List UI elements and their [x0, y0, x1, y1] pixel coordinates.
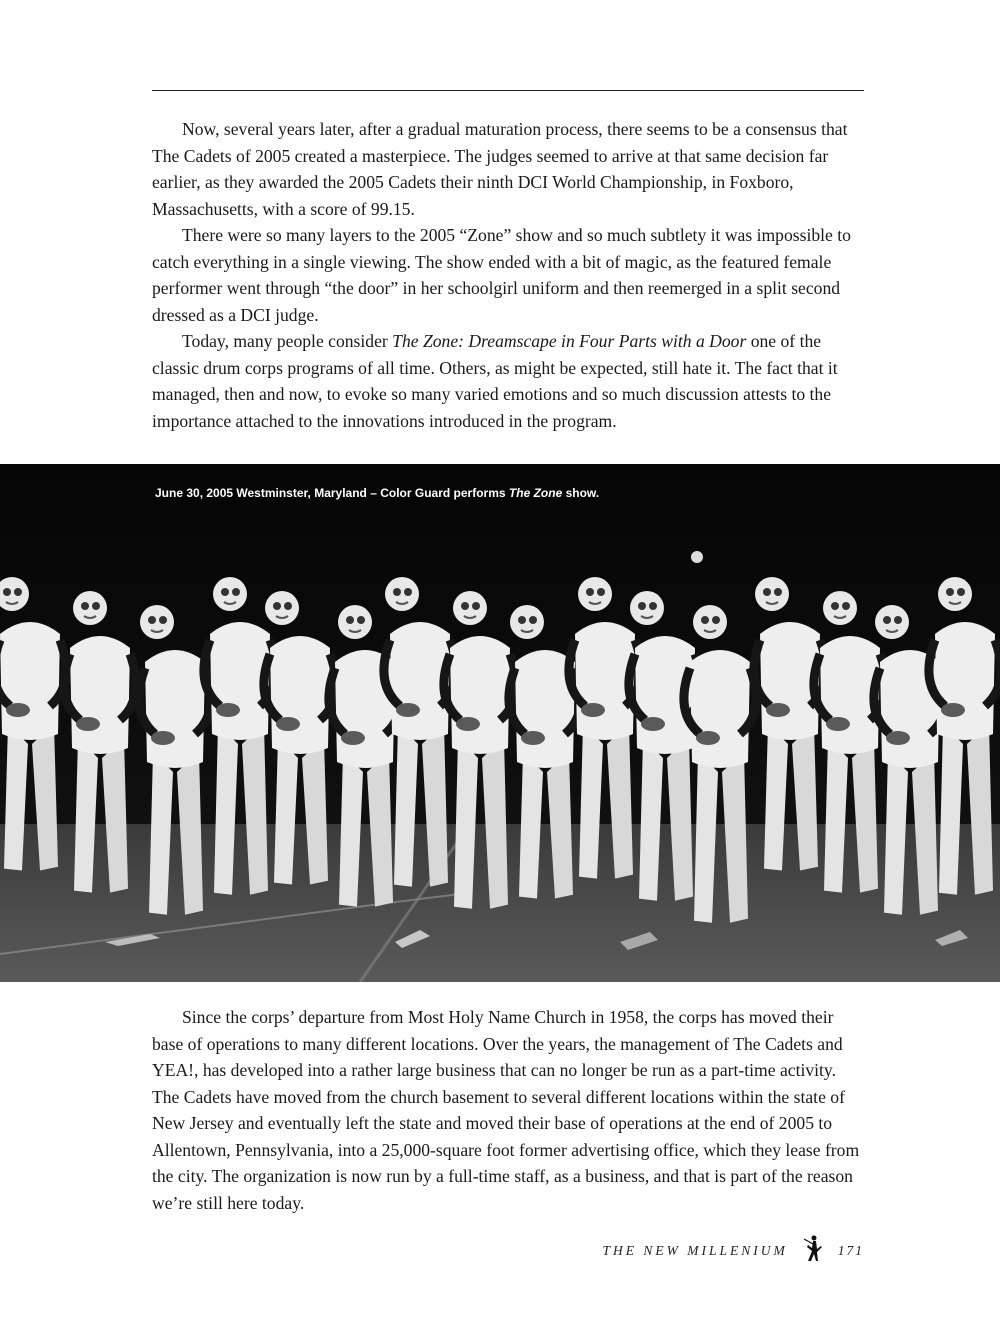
photo-illustration — [0, 464, 1000, 982]
color-guard-photo — [0, 464, 1000, 982]
header-rule — [152, 90, 864, 91]
stadium-light — [691, 551, 703, 563]
caption-show-title: The Zone — [508, 486, 563, 500]
photo-caption — [155, 486, 599, 500]
show-title: The Zone: Dreamscape in Four Parts with a Door — [392, 331, 747, 351]
caption-text: June 30, 2005 Westminster, Maryland – Color Guard performs — [155, 486, 509, 500]
paragraph: There were so many layers to the 2005 “Zone” show and so much subtlety it was impossible to catch everything in a single viewing. The show ended with a bit of magic, as the featured female performer went through “the door” in her schoolgirl uniform and then reemerged in a split second dressed as a DCI judge. — [152, 225, 851, 325]
body-text-bottom — [152, 1004, 864, 1216]
drum-major-silhouette-icon — [802, 1235, 824, 1267]
paragraph — [152, 328, 864, 434]
paragraph-text: one of the classic drum corps programs of all time. Others, as might be expected, still hate it. The fact that it managed, then and now, to evoke so many varied emotions and so much discussion attests to the importance attached to the innovations introduced in the program. — [152, 331, 838, 431]
paragraph: Now, several years later, after a gradual maturation process, there seems to be a consensus that The Cadets of 2005 created a masterpiece. The judges seemed to arrive at that same decision far earlier, as they awarded the 2005 Cadets their ninth DCI World Championship, in Foxboro, Massachusetts, with a score of 99.15. — [152, 119, 848, 219]
caption-text: show. — [562, 486, 600, 500]
body-text-top — [152, 116, 864, 434]
paragraph: Since the corps’ departure from Most Holy Name Church in 1958, the corps has moved their base of operations to many different locations. Over the years, the management of The Cadets and YEA!, has developed into a rather large business that can no longer be run as a part-time activity. The Cadets have moved from the church basement to several different locations within the state of New Jersey and eventually left the state and moved their base of operations at the end of 2005 to Allentown, Pennsylvania, into a 25,000-square foot former advertising office, which they lease from the city. The organization is now run by a full-time staff, as a business, and that is part of the reason we’re still here today. — [152, 1007, 860, 1213]
page-number: 171 — [837, 1243, 864, 1258]
page-footer — [603, 1236, 865, 1266]
paragraph-text: Today, many people consider — [182, 331, 393, 351]
running-section-title: THE NEW MILLENIUM — [602, 1243, 788, 1258]
